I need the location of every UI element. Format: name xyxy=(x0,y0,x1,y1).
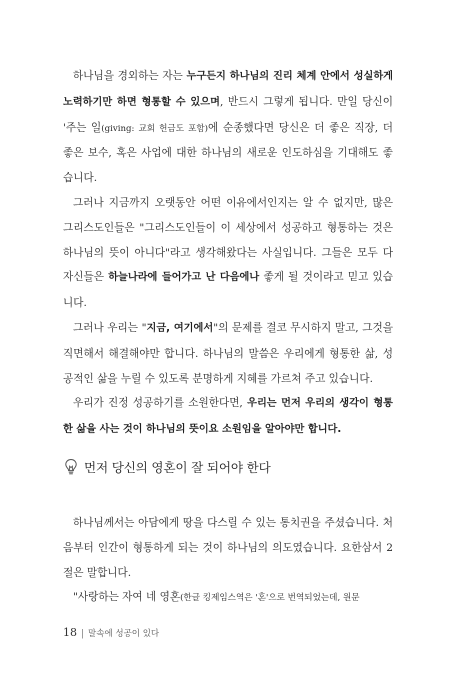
paragraph-1 xyxy=(63,64,393,191)
text-run: 좋게 될 것이라고 믿고 있습니다. xyxy=(63,271,394,310)
paragraph-2 xyxy=(63,191,393,316)
page-footer xyxy=(63,626,159,639)
page-number: 18 xyxy=(63,626,77,639)
section-heading xyxy=(64,457,271,476)
text-run: 에 순종했다면 당신은 더 좋은 직장, 더 좋은 보수, 혹은 사업에 대한 하나님의 새로운 인도하심을 기대해도 좋습니다. xyxy=(63,121,394,185)
text-run: 그러나 우리는 " xyxy=(73,321,147,334)
text-run: 그러나 지금까지 오랫동안 어떤 이유에서인지는 알 수 없지만, 많은 그리스도인들은 "그리스도인들이 이 세상에서 성공하고 형통하는 것은 하나님의 뜻이 아니다"라고 생각해왔다는 사실입니다. 그들은 모두 다 자신들은 xyxy=(63,196,393,284)
lightbulb-icon xyxy=(64,458,78,476)
text-run: 우리가 진정 성공하기를 소원한다면, xyxy=(73,397,248,410)
highlighted-text: 하늘나라에 들어가고 난 다음에나 xyxy=(108,272,260,284)
body-text-bottom xyxy=(63,511,393,611)
section-title: 먼저 당신의 영혼이 잘 되어야 한다 xyxy=(84,460,271,475)
running-title: 말속에 성공이 있다 xyxy=(88,629,160,639)
parenthetical-note: (한글 킹제임스역은 '혼'으로 번역되었는데, 원문 xyxy=(180,593,360,604)
paragraph-6 xyxy=(63,585,393,611)
highlighted-text: 우리는 먼저 우리의 생각이 형통한 삶을 사는 것이 하나님의 뜻이요 소원임을 알아야만 합니다. xyxy=(63,398,393,436)
paragraph-3 xyxy=(63,316,393,391)
text-run: "의 문제를 결코 무시하지 말고, 그것을 직면해서 해결해야만 합니다. 하나님의 말씀은 우리에게 형통한 삶, 성공적인 삶을 누릴 수 있도록 분명하게 지혜를 가르쳐 주고 있습니다. xyxy=(63,321,393,385)
highlighted-text: 지금, 여기에서 xyxy=(146,322,214,334)
text-run: "사랑하는 자여 네 영혼 xyxy=(73,591,181,604)
paragraph-5: 하나님께서는 아담에게 땅을 다스릴 수 있는 통치권을 주셨습니다. 처음부터 인간이 형통하게 되는 것이 하나님의 의도였습니다. 요한삼서 2절은 말합니다. xyxy=(63,517,393,579)
paragraph-4 xyxy=(63,391,393,443)
text-run: 하나님을 경외하는 자는 xyxy=(73,70,187,82)
body-text-top xyxy=(63,64,393,443)
text-run: , 반드시 그렇게 됩니다. 만일 당신이 '주는 일 xyxy=(63,95,393,134)
highlighted-text: 누구든지 하나님의 진리 체계 안에서 성실하게 노력하기만 하면 형통할 수 있으며 xyxy=(63,71,394,108)
parenthetical-note: (giving: 교회 헌금도 포함) xyxy=(101,123,209,134)
footer-separator: | xyxy=(81,629,85,639)
